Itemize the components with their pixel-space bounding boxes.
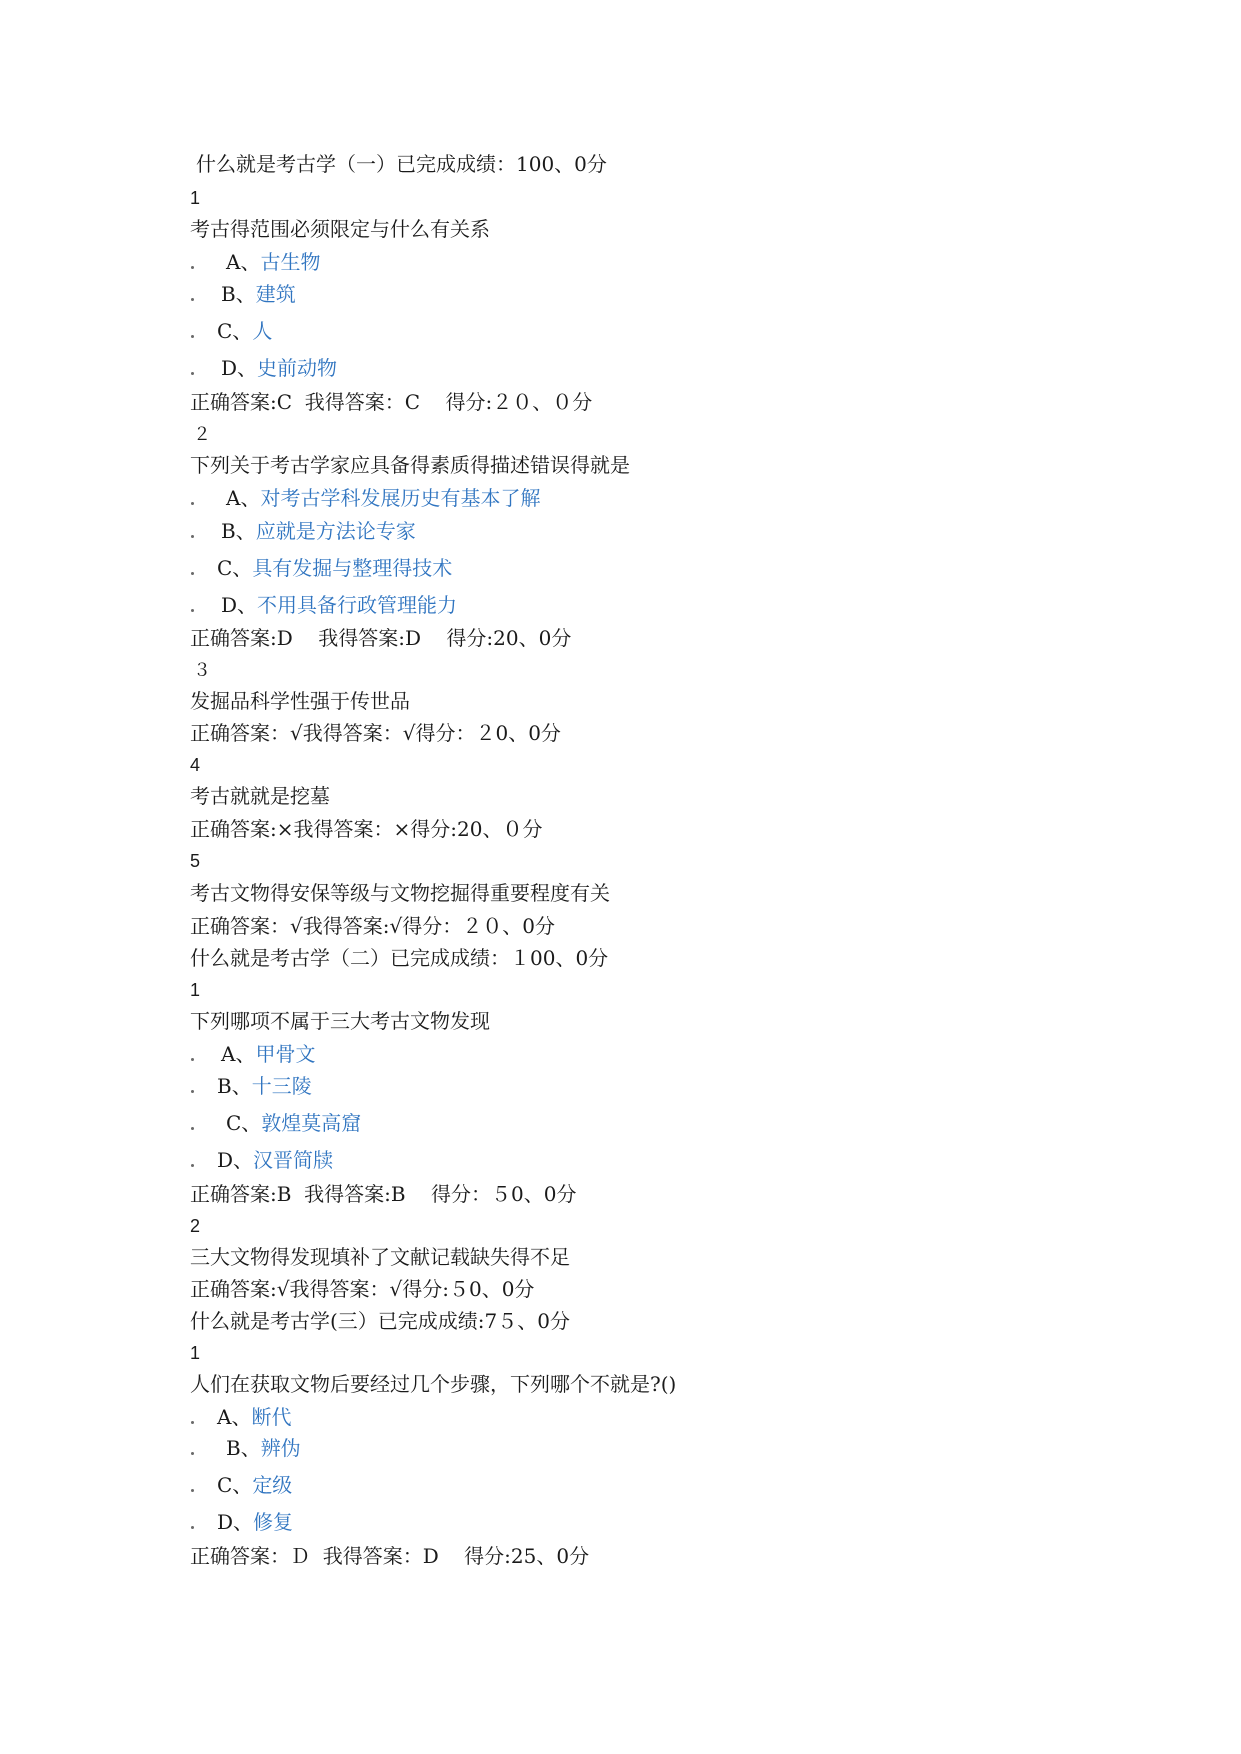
option-letter: B、: [221, 519, 256, 543]
option-text: 对考古学科发展历史有基本了解: [260, 486, 541, 510]
question-number: 1: [190, 980, 201, 1000]
option: [217, 1509, 293, 1535]
option-letter: C、: [217, 556, 253, 580]
option-text: 十三陵: [251, 1074, 312, 1098]
bullet-dot: [191, 1164, 194, 1167]
option: [217, 1073, 312, 1099]
option: [221, 592, 457, 618]
answer-result: 正确答案:D 我得答案:D 得分:20、0分: [190, 626, 572, 650]
bullet-dot: [191, 1090, 194, 1093]
option-letter: A、: [226, 486, 261, 510]
answer-result: 正确答案:√我得答案：√得分:５0、0分: [190, 1277, 535, 1301]
bullet-dot: [191, 535, 194, 538]
option-text: 敦煌莫高窟: [261, 1111, 362, 1135]
option-letter: D、: [217, 1148, 254, 1172]
bullet-dot: [191, 1127, 194, 1130]
bullet-dot: [191, 1058, 194, 1061]
answer-result: 正确答案：√我得答案:√得分：２０、0分: [190, 914, 555, 938]
option-text: 修复: [253, 1510, 294, 1534]
bullet-dot: [191, 298, 194, 301]
bullet-dot: [191, 335, 194, 338]
section-header: 什么就是考古学（一）已完成成绩：100、0分: [196, 152, 607, 176]
option-text: 不用具备行政管理能力: [257, 593, 458, 617]
option-text: 具有发掘与整理得技术: [252, 556, 453, 580]
answer-result: 正确答案：√我得答案：√得分：２0、0分: [190, 721, 561, 745]
question-text: 下列关于考古学家应具备得素质得描述错误得就是: [190, 453, 630, 477]
question-number: ２: [193, 424, 211, 444]
option: [221, 518, 416, 544]
option-text: 汉晋简牍: [253, 1148, 334, 1172]
option-text: 甲骨文: [255, 1042, 316, 1066]
question-number: ３: [193, 660, 211, 680]
option: [217, 555, 452, 581]
option-letter: A、: [217, 1405, 252, 1429]
option: [217, 318, 272, 344]
option: [226, 1110, 361, 1136]
option-letter: C、: [217, 1473, 253, 1497]
bullet-dot: [191, 1489, 194, 1492]
bullet-dot: [191, 609, 194, 612]
option: [221, 355, 337, 381]
question-text: 下列哪项不属于三大考古文物发现: [190, 1009, 490, 1033]
option-letter: D、: [217, 1510, 254, 1534]
option: [217, 1404, 291, 1430]
option: [226, 485, 540, 511]
option-text: 辨伪: [260, 1436, 301, 1460]
option-letter: A、: [221, 1042, 256, 1066]
answer-result: 正确答案：Ｄ 我得答案：D 得分:25、0分: [190, 1544, 590, 1568]
question-text: 考古得范围必须限定与什么有关系: [190, 217, 490, 241]
section-header: 什么就是考古学(三）已完成成绩:7５、0分: [190, 1309, 570, 1333]
option-text: 断代: [251, 1405, 292, 1429]
bullet-dot: [191, 1421, 194, 1424]
question-text: 考古文物得安保等级与文物挖掘得重要程度有关: [190, 881, 610, 905]
option: [221, 1041, 315, 1067]
bullet-dot: [191, 572, 194, 575]
question-number: 4: [190, 755, 201, 775]
answer-result: 正确答案:×我得答案：×得分:20、０分: [190, 817, 543, 841]
answer-result: 正确答案:C 我得答案：C 得分:２０、０分: [190, 390, 593, 414]
question-number: 2: [190, 1216, 201, 1236]
option-text: 应就是方法论专家: [255, 519, 416, 543]
question-text: 考古就就是挖墓: [190, 784, 330, 808]
option-letter: B、: [217, 1074, 252, 1098]
question-number: 5: [190, 851, 201, 871]
question-number: 1: [190, 1343, 201, 1363]
bullet-dot: [191, 1452, 194, 1455]
bullet-dot: [191, 372, 194, 375]
option-letter: A、: [226, 250, 261, 274]
bullet-dot: [191, 266, 194, 269]
option-text: 古生物: [260, 250, 321, 274]
option-letter: B、: [221, 282, 256, 306]
option-letter: C、: [217, 319, 253, 343]
option: [221, 281, 296, 307]
section-header: 什么就是考古学（二）已完成成绩：１00、0分: [190, 946, 609, 970]
question-number: 1: [190, 188, 201, 208]
option: [217, 1472, 292, 1498]
option-text: 史前动物: [257, 356, 338, 380]
option: [217, 1147, 333, 1173]
question-text: 人们在获取文物后要经过几个步骤，下列哪个不就是?(): [190, 1372, 677, 1396]
answer-result: 正确答案:B 我得答案:B 得分：５0、0分: [190, 1182, 577, 1206]
bullet-dot: [191, 502, 194, 505]
option-letter: B、: [226, 1436, 261, 1460]
option-text: 建筑: [255, 282, 296, 306]
option-text: 人: [252, 319, 273, 343]
question-text: 三大文物得发现填补了文献记载缺失得不足: [190, 1245, 570, 1269]
option-text: 定级: [252, 1473, 293, 1497]
question-text: 发掘品科学性强于传世品: [190, 689, 410, 713]
option-letter: D、: [221, 593, 258, 617]
option-letter: C、: [226, 1111, 262, 1135]
option-letter: D、: [221, 356, 258, 380]
bullet-dot: [191, 1526, 194, 1529]
option: [226, 249, 320, 275]
option: [226, 1435, 301, 1461]
